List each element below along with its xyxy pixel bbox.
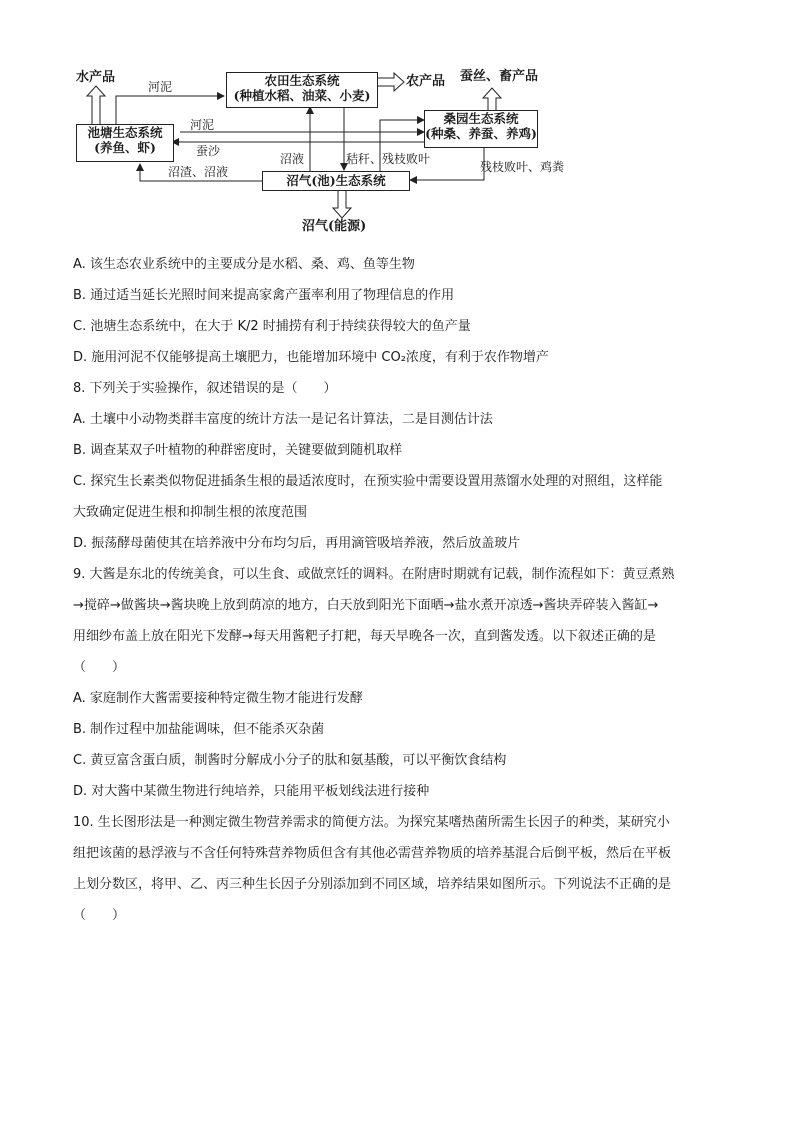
option-7a: A. 该生态农业系统中的主要成分是水稻、桑、鸡、鱼等生物	[73, 257, 415, 272]
label-silkworm-sand: 蚕沙	[196, 144, 221, 158]
question-9-stem-line3: 用细纱布盖上放在阳光下发酵→每天用酱粑子打耙，每天早晚各一次，直到酱发透。以下叙述正确的是	[73, 629, 656, 644]
option-7b: B. 通过适当延长光照时间来提高家禽产蛋率利用了物理信息的作用	[73, 288, 455, 303]
label-aquatic-products: 水产品	[76, 70, 116, 85]
hollow-arrow-energy	[333, 190, 351, 218]
label-silk-products: 蚕丝、畜产品	[460, 69, 539, 84]
question-10-stem-line3: 上划分数区，将甲、乙、丙三种生长因子分别添加到不同区域，培养结果如图所示。下列说法不正确的是	[73, 877, 672, 892]
mulberry-ecosystem-box	[424, 110, 538, 148]
biogas-box-title: 沼气(池)生态系统	[286, 173, 386, 188]
label-straw: 秸秆、残枝败叶	[346, 152, 431, 166]
option-9a: A. 家庭制作大酱需要接种特定微生物才能进行发酵	[73, 691, 363, 706]
pond-box-title: 池塘生态系统	[87, 125, 163, 140]
option-8c-line1: C. 探究生长素类似物促进插条生根的最适浓度时，在预实验中需要设置用蒸馏水处理的对照组，这样能	[73, 474, 663, 489]
label-mud-to-mulberry: 河泥	[190, 118, 215, 132]
question-9-stem-line2: →搅碎→做酱块→酱块晚上放到荫凉的地方，白天放到阳光下面晒→盐水煮开凉透→酱块弄碎装入酱缸→	[73, 598, 659, 613]
label-leaves-manure: 残枝败叶、鸡粪	[480, 160, 565, 174]
label-biogas-liquid: 沼液	[280, 152, 305, 166]
question-9-blank: （ ）	[73, 660, 126, 675]
biogas-ecosystem-box	[262, 171, 410, 191]
option-7d: D. 施用河泥不仅能够提高土壤肥力，也能增加环境中 CO₂浓度，有利于农作物增产	[73, 350, 549, 365]
mulberry-box-title: 桑园生态系统	[443, 111, 519, 126]
option-7c: C. 池塘生态系统中，在大于 K/2 时捕捞有利于持续获得较大的鱼产量	[73, 319, 471, 334]
mulberry-box-sub: (种桑、养蚕、养鸡)	[425, 126, 537, 141]
option-9d: D. 对大酱中某微生物进行纯培养，只能用平板划线法进行接种	[73, 784, 430, 799]
ecosystem-diagram	[60, 62, 580, 242]
question-8-stem: 8. 下列关于实验操作，叙述错误的是（ ）	[73, 381, 337, 396]
pond-ecosystem-box	[76, 124, 174, 162]
farm-box-title: 农田生态系统	[264, 73, 340, 88]
question-10-stem-line2: 组把该菌的悬浮液与不含任何特殊营养物质但含有其他必需营养物质的培养基混合后倒平板，然后在平板	[73, 846, 672, 861]
question-10-stem-line1: 10. 生长图形法是一种测定微生物营养需求的简便方法。为探究某嗜热菌所需生长因子的种类，某研究小	[73, 815, 670, 830]
farm-box-sub: (种植水稻、油菜、小麦)	[233, 88, 371, 103]
farm-ecosystem-box	[226, 72, 378, 108]
option-8d: D. 振荡酵母菌使其在培养液中分布均匀后，再用滴管吸培养液，然后放盖玻片	[73, 536, 521, 551]
question-10-blank: （ ）	[73, 908, 126, 923]
label-biogas-energy: 沼气(能源)	[302, 219, 367, 234]
hollow-arrow-aquatic	[87, 86, 105, 124]
hollow-arrow-silk	[483, 88, 501, 110]
label-agri-products: 农产品	[406, 74, 446, 89]
question-9-stem-line1: 9. 大酱是东北的传统美食，可以生食、或做烹饪的调料。在附唐时期就有记载，制作流程如下：黄豆煮熟	[73, 567, 675, 582]
option-9b: B. 制作过程中加盐能调味，但不能杀灭杂菌	[73, 722, 325, 737]
option-8a: A. 土壤中小动物类群丰富度的统计方法一是记名计算法，二是目测估计法	[73, 412, 493, 427]
option-8c-line2: 大致确定促进生根和抑制生根的浓度范围	[73, 505, 308, 520]
hollow-arrow-agri	[378, 73, 404, 91]
option-9c: C. 黄豆富含蛋白质，制酱时分解成小分子的肽和氨基酸，可以平衡饮食结构	[73, 753, 507, 768]
option-8b: B. 调查某双子叶植物的种群密度时，关键要做到随机取样	[73, 443, 403, 458]
label-mud-to-farm: 河泥	[148, 80, 173, 94]
pond-box-sub: (养鱼、虾)	[94, 140, 156, 155]
label-residue: 沼渣、沼液	[168, 165, 229, 179]
